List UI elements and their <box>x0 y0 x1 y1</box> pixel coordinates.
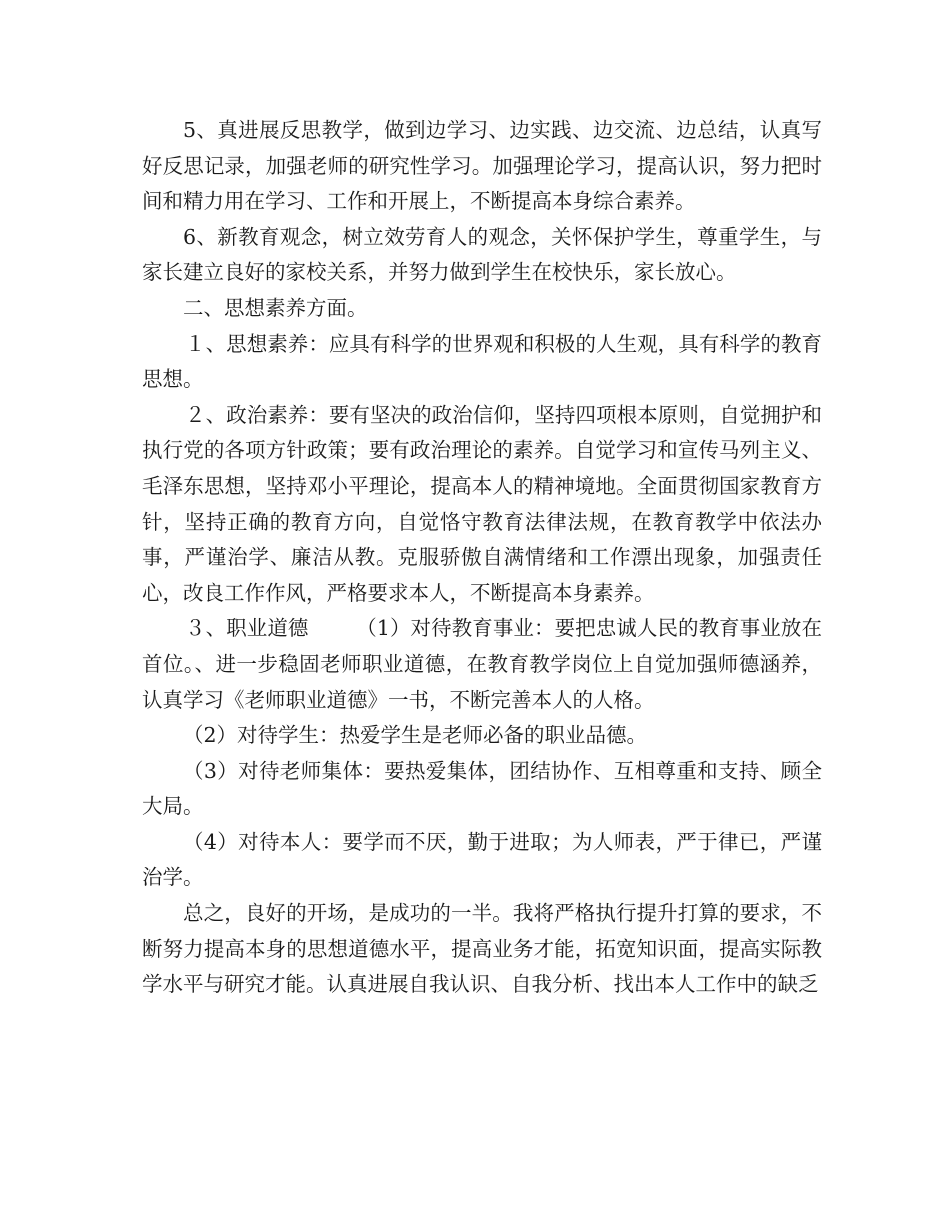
paragraph-treat-self: （4）对待本人：要学而不厌，勤于进取；为人师表，严于律已，严谨治学。 <box>142 829 822 890</box>
paragraph-political-quality: ２、政治素养：要有坚决的政治信仰，坚持四项根本原则，自觉拥护和执行党的各项方针政策；要有政治理论的素养。自觉学习和宣传马列主义、毛泽东思想，坚持邓小平理论，提高本人的精神境地。全面贯彻国家教育方针，坚持正确的教育方向，自觉恪守教育法律法规，在教育教学中依法办事，严谨治学、廉洁从教。克服骄傲自满情绪和工作漂出现象，加强责任心，改良工作作风，严格要求本人，不断提高本身素养。 <box>142 402 822 605</box>
paragraph-education-concept: 6、新教育观念，树立效劳育人的观念，关怀保护学生，尊重学生，与家长建立良好的家校关系，并努力做到学生在校快乐，家长放心。 <box>142 224 822 285</box>
paragraph-ideological-quality: １、思想素养：应具有科学的世界观和积极的人生观，具有科学的教育思想。 <box>142 331 822 392</box>
paragraph-conclusion: 总之，良好的开场，是成功的一半。我将严格执行提升打算的要求，不断努力提高本身的思想道德水平，提高业务才能，拓宽知识面，提高实际教学水平与研究才能。认真进展自我认识、自我分析、找出本人工作中的缺乏 <box>142 901 822 997</box>
paragraph-treat-students: （2）对待学生：热爱学生是老师必备的职业品德。 <box>183 723 648 748</box>
section-heading-ideological-quality: 二、思想素养方面。 <box>183 295 368 320</box>
document-body <box>142 113 822 1003</box>
paragraph-reflective-teaching: 5、真进展反思教学，做到边学习、边实践、边交流、边总结，认真写好反思记录，加强老师的研究性学习。加强理论学习，提高认识，努力把时间和精力用在学习、工作和开展上，不断提高本身综合素养。 <box>142 118 822 214</box>
paragraph-treat-teacher-collective: （3）对待老师集体：要热爱集体，团结协作、互相尊重和支持、顾全大局。 <box>142 758 822 819</box>
paragraph-professional-ethics: ３、职业道德 （1）对待教育事业：要把忠诚人民的教育事业放在首位。、进一步稳固老师职业道德，在教育教学岗位上自觉加强师德涵养，认真学习《老师职业道德》一书，不断完善本人的人格。 <box>142 616 822 712</box>
